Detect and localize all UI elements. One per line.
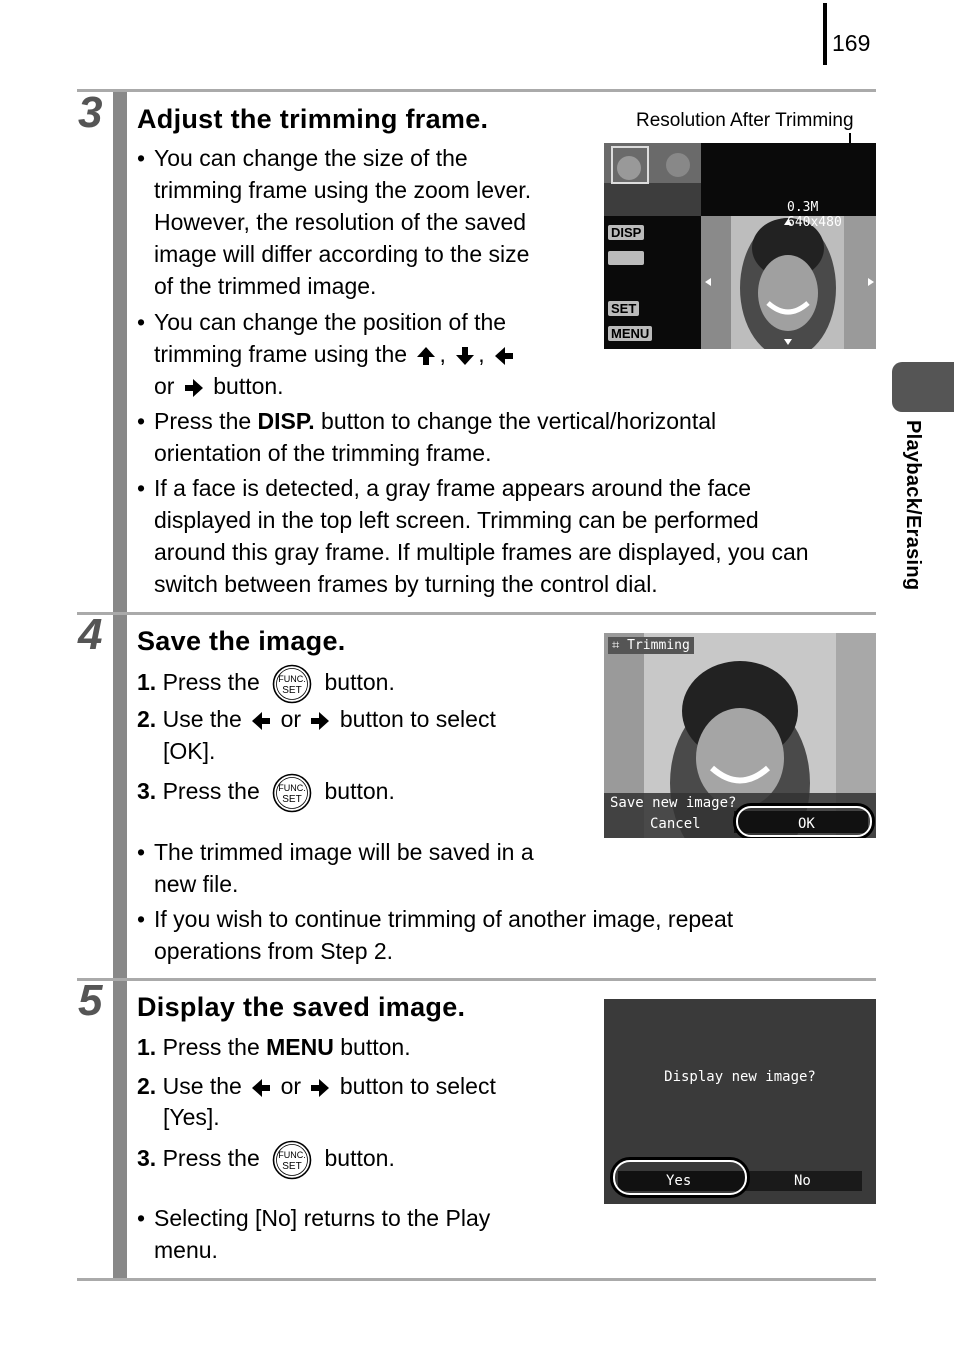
text-line (154, 370, 517, 402)
step3-bullet-2: • You can change the position of the trimming frame using the , , or button. (137, 306, 587, 406)
set-label: SET (282, 1161, 302, 1172)
down-arrow-icon (454, 345, 476, 367)
save-prompt: Save new image? (610, 795, 737, 811)
item-number: 1. (137, 669, 157, 696)
text-line: trimming frame using the , , (154, 338, 517, 370)
text-line: displayed in the top left screen. Trimming can be performed (154, 507, 759, 533)
display-prompt: Display new image? (664, 1069, 816, 1085)
trimming-label-text: Trimming (627, 638, 690, 653)
step3-bullet-4: • If a face is detected, a gray frame appears around the face displayed in the top left screen. Trimming can be performed around this gray frame. If multiple frames are displayed, you can switch between frames by turning the control dial. (137, 472, 872, 602)
step3-bullet-3: • Press the DISP. button to change the vertical/horizontal orientation of the trimming frame. (137, 405, 867, 471)
step5-item-2 (137, 1070, 496, 1102)
text-line: Selecting [No] returns to the Play (154, 1205, 491, 1231)
step4-bullet-2: • If you wish to continue trimming of another image, repeat operations from Step 2. (137, 903, 837, 969)
step4-title: Save the image. (137, 626, 346, 656)
text-line: However, the resolution of the saved (154, 209, 527, 235)
ok-option[interactable]: OK (798, 816, 815, 832)
step5-title: Display the saved image. (137, 992, 466, 1022)
text-line: If you wish to continue trimming of another image, repeat (154, 906, 734, 932)
text-fragment: Use the (162, 706, 242, 732)
right-arrow-icon (183, 377, 205, 399)
step5-item-3 (137, 1140, 395, 1180)
text-fragment: Press the (162, 669, 260, 696)
func-set-button-icon (272, 664, 312, 704)
text-line (154, 405, 716, 437)
text-fragment: button to change the vertical/horizontal (321, 408, 717, 434)
text-line: new file. (154, 871, 239, 897)
menu-button-label: MENU (266, 1034, 334, 1060)
func-set-button-icon (272, 773, 312, 813)
text-fragment: Press the (162, 1034, 260, 1060)
no-option[interactable]: No (794, 1173, 811, 1189)
step3-top-rule (77, 89, 876, 92)
section-label (884, 420, 944, 640)
text-fragment: or (280, 706, 302, 732)
text-line: If a face is detected, a gray frame appears around the face (154, 475, 752, 501)
left-arrow-icon (493, 345, 515, 367)
func-set-button-icon (272, 1140, 312, 1180)
text-line: The trimmed image will be saved in a (154, 839, 534, 865)
step4-item-2-cont: [OK]. (163, 738, 216, 764)
right-arrow-icon (309, 710, 331, 732)
step5-number: 5 (78, 976, 103, 1025)
section-label-text: Playback/Erasing (902, 420, 924, 591)
text-fragment: button. (340, 1034, 411, 1060)
text-fragment: or (154, 373, 175, 399)
step5-item-1 (137, 1031, 411, 1063)
text-fragment: button. (213, 373, 284, 399)
text-line: of the trimmed image. (154, 273, 377, 299)
text-line: orientation of the trimming frame. (154, 440, 492, 466)
rotate-indicator (608, 251, 644, 265)
step5-top-rule (77, 978, 876, 981)
step3-bar (113, 92, 127, 612)
step4-item-3 (137, 773, 395, 813)
cancel-option[interactable]: Cancel (650, 816, 701, 832)
text-fragment: button to select (339, 706, 496, 732)
trimming-label: ⌗ Trimming (608, 637, 694, 654)
item-number: 3. (137, 778, 157, 805)
text-line: image will differ according to the size (154, 241, 530, 267)
text-fragment: Use the (162, 1073, 242, 1099)
text-line: trimming frame using the zoom lever. (154, 177, 532, 203)
up-arrow-icon (415, 345, 437, 367)
section-tab (892, 362, 954, 412)
text-fragment: or (280, 1073, 302, 1099)
text-line: switch between frames by turning the control dial. (154, 571, 658, 597)
text-fragment: button. (324, 778, 395, 805)
step4-bullet-1: • The trimmed image will be saved in a new file. (137, 836, 597, 902)
item-number: 2. (137, 706, 157, 732)
set-indicator: SET (608, 301, 639, 316)
yes-option[interactable]: Yes (666, 1173, 692, 1189)
text-line: You can change the position of the (154, 309, 507, 335)
display-image-screen-art (604, 999, 876, 1204)
step5-bar (113, 981, 127, 1278)
text-line: You can change the size of the (154, 145, 468, 171)
menu-indicator: MENU (608, 326, 652, 341)
resolution-callout: Resolution After Trimming (636, 110, 854, 131)
step4-top-rule (77, 612, 876, 615)
text-fragment: Press the (154, 408, 252, 434)
disp-indicator: DISP (608, 225, 644, 240)
step3-bullet-1: • You can change the size of the trimming frame using the zoom lever. However, the resolution of the saved image will differ according to the size of the trimmed image. (137, 142, 587, 302)
step3-title: Adjust the trimming frame. (137, 104, 489, 134)
item-number: 1. (137, 1034, 157, 1060)
func-label: FUNC. (278, 1150, 306, 1160)
text-line: menu. (154, 1237, 218, 1263)
trimming-screen (604, 143, 876, 349)
disp-button-label: DISP. (257, 408, 315, 434)
text-fragment: button. (324, 669, 395, 696)
trimming-screen-art (604, 143, 876, 349)
step4-bar (113, 615, 127, 978)
step3-number: 3 (78, 88, 103, 137)
text-fragment: Press the (162, 778, 260, 805)
text-fragment: button to select (339, 1073, 496, 1099)
resolution-readout: 0.3M 640x480 (787, 200, 842, 230)
set-label: SET (282, 685, 302, 696)
page-number-bar (823, 3, 827, 65)
item-number: 2. (137, 1073, 157, 1099)
step4-item-2 (137, 703, 496, 735)
func-label: FUNC. (278, 674, 306, 684)
left-arrow-icon (250, 1077, 272, 1099)
right-arrow-icon (309, 1077, 331, 1099)
page-number: 169 (832, 30, 871, 56)
step5-item-2-cont: [Yes]. (163, 1104, 220, 1130)
bottom-rule (77, 1278, 876, 1281)
set-label: SET (282, 794, 302, 805)
text-fragment: button. (324, 1145, 395, 1172)
text-fragment: Press the (162, 1145, 260, 1172)
step5-bullet-1: • Selecting [No] returns to the Play menu. (137, 1202, 597, 1268)
func-label: FUNC. (278, 783, 306, 793)
left-arrow-icon (250, 710, 272, 732)
text-fragment: trimming frame using the (154, 341, 408, 367)
text-line: operations from Step 2. (154, 938, 394, 964)
save-image-screen (604, 633, 876, 838)
text-line: around this gray frame. If multiple frames are displayed, you can (154, 539, 809, 565)
item-number: 3. (137, 1145, 157, 1172)
step4-number: 4 (78, 610, 103, 659)
step4-item-1 (137, 664, 395, 704)
display-image-screen (604, 999, 876, 1204)
